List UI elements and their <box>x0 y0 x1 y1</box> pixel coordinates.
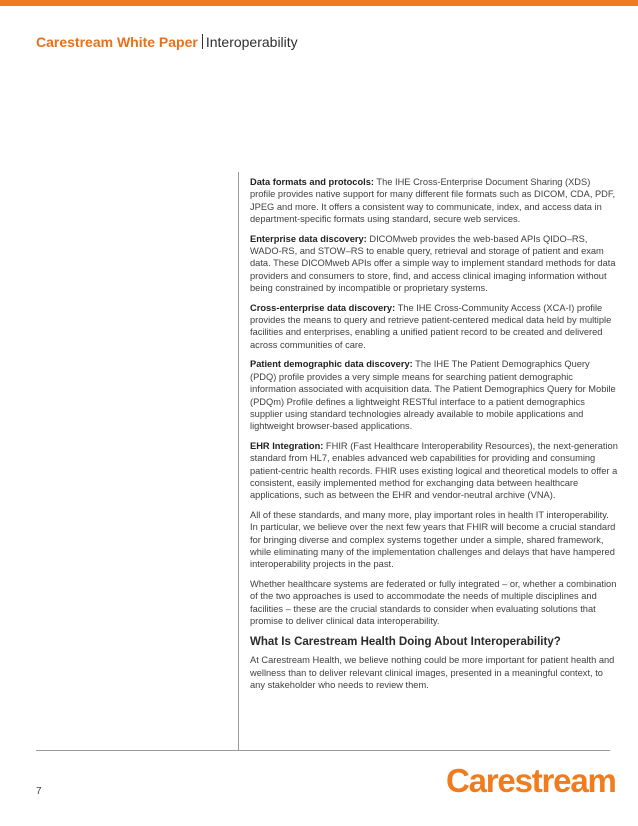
paragraph-patient-demographic <box>250 358 618 432</box>
header-brand: Carestream White Paper <box>36 34 198 50</box>
paragraph-ehr-integration <box>250 440 618 502</box>
term-label: Data formats and protocols: <box>250 177 374 187</box>
paragraph-closing: At Carestream Health, we believe nothing could be more important for patient health and wellness than to deliver relevant clinical images, presented in a meaningful context, to any stakeholder who needs to review them. <box>250 655 615 691</box>
header-section: Interoperability <box>205 34 298 50</box>
footer-divider <box>36 750 610 751</box>
term-label: Cross-enterprise data discovery: <box>250 302 396 313</box>
page-number: 7 <box>36 786 42 797</box>
paragraph-text: Whether healthcare systems are federated or fully integrated – or, whether a combination of the two approaches is used to accommodate the needs of multiple disciplines and facilities – these are the crucial standards to consider when evaluating solutions that promise to deliver clinical data interoperability. <box>250 578 617 626</box>
main-content <box>250 176 618 699</box>
header-separator <box>202 34 203 49</box>
term-label: Patient demographic data discovery: <box>250 359 413 370</box>
paragraph-federated <box>250 578 618 628</box>
section-heading: What Is Carestream Health Doing About Interoperability? <box>250 636 561 649</box>
paragraph-text: FHIR (Fast Healthcare Interoperability Resources), the next-generation standard from HL7, enables advanced web capabilities for providing and consuming patient-centric health records. FHIR uses existing logical and theoretical models to offer a consistent, easily implemented method for exchanging data between healthcare applications, such as between the EHR and vendor-neutral archive (VNA). <box>250 440 618 501</box>
paragraph-cross-enterprise <box>250 302 618 352</box>
page-header <box>36 34 298 50</box>
paragraph-data-formats <box>250 176 618 226</box>
paragraph-text: The IHE Cross-Enterprise Document Sharing (XDS) profile provides native support for many different file formats such as DICOM, CDA, PDF, JPEG and more. It offers a consistent way to communicate, index, and access data in department-specific formats using standard, secure web services. <box>250 177 616 225</box>
paragraph-text: All of these standards, and many more, play important roles in health IT interoperability. In particular, we believe over the next few years that FHIR will become a crucial standard for bringing diverse and complex systems together under a simple, shared framework, while eliminating many of the implementation challenges and delays that have hampered interoperability projects in the past. <box>250 509 616 570</box>
paragraph-text: DICOMweb provides the web-based APIs QIDO–RS, WADO-RS, and STOW–RS to enable query, retrieval and storage of patient and exam data. These DICOMweb APIs offer a simple way to implement standard methods for data providers and consumers to store, find, and access clinical imaging information without being constrained by incompatible or proprietary systems. <box>250 233 616 294</box>
top-accent-bar <box>0 0 638 6</box>
column-divider <box>238 172 239 750</box>
carestream-logo: Carestream <box>446 762 616 799</box>
paragraph-text: The IHE The Patient Demographics Query (PDQ) profile provides a very simple means for searching patient demographic information associated with acquisition data. The Patient Demographics Query for Mobile (PDQm) Profile defines a lightweight RESTful interface to a patient demographics supplier using standard technologies already available to mobile applications and lightweight browser-based applications. <box>250 359 616 432</box>
term-label: EHR Integration: <box>250 440 324 451</box>
paragraph-enterprise-discovery <box>250 233 618 295</box>
paragraph-standards-roles <box>250 509 618 571</box>
term-label: Enterprise data discovery: <box>250 233 367 244</box>
paragraph-text: The IHE Cross-Community Access (XCA-I) profile provides the means to query and retrieve patient-centered medical data held by multiple facilities and enterprises, enabling a unified patient record to be created and delivered across communities of care. <box>250 302 612 350</box>
